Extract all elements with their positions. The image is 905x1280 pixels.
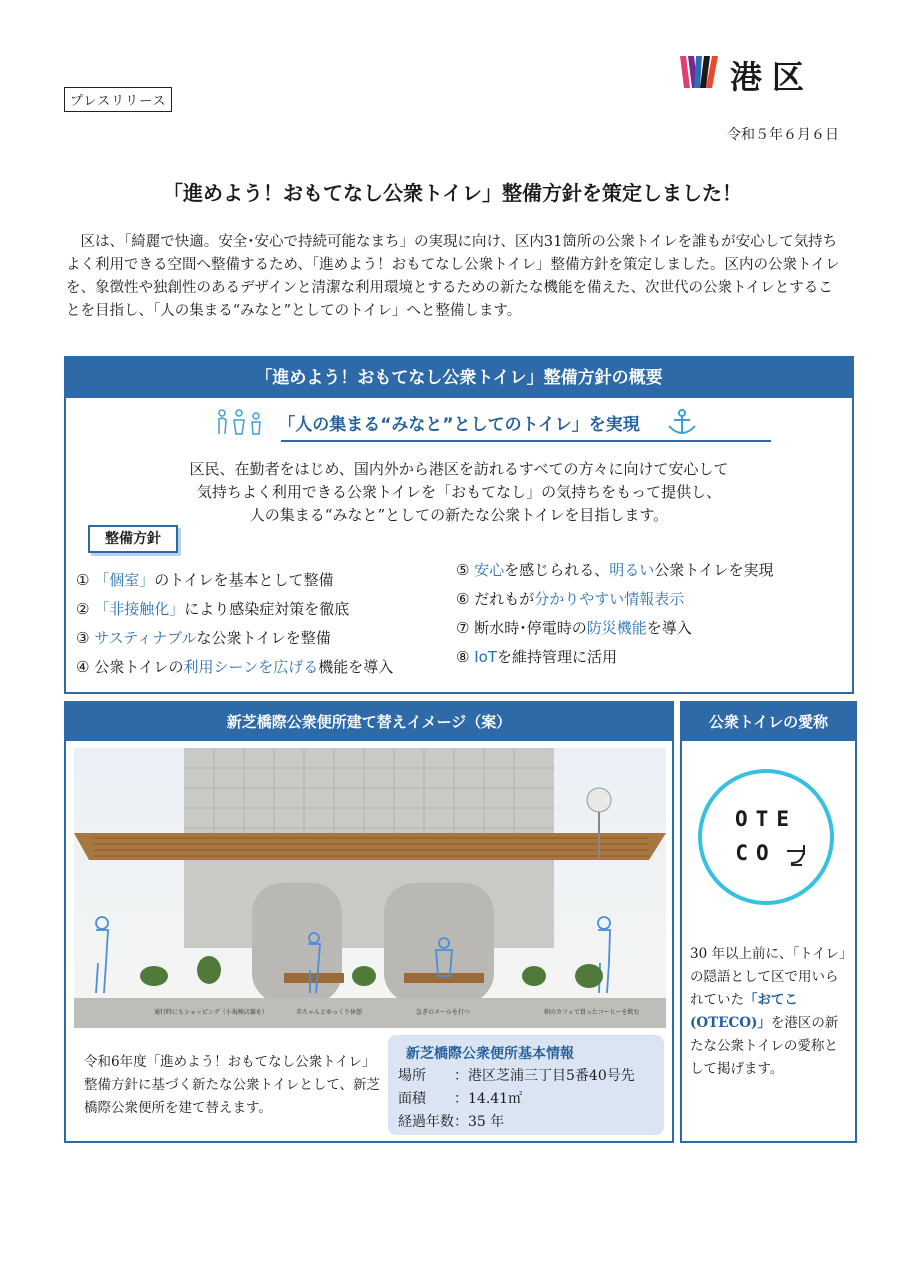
oteco-logo-line: OTE bbox=[735, 807, 797, 831]
rebuild-caption: 令和6年度「進めよう！おもてなし公衆トイレ」整備方針に基づく新たな公衆トイレとして、新芝橋際公衆便所を建て替えます。 bbox=[84, 1054, 381, 1116]
anchor-icon bbox=[664, 408, 700, 438]
description-line: 気持ちよく利用できる公衆トイレを「おもてなし」の気持ちをもって提供し、 bbox=[196, 483, 722, 501]
minato-city-logo bbox=[678, 52, 838, 96]
page-title: 「進めよう！おもてなし公衆トイレ」整備方針を策定しました！ bbox=[163, 181, 742, 205]
tagline: 「人の集まる“みなと”としてのトイレ」を実現 bbox=[278, 415, 640, 435]
image-label: 朝のカフェで買ったコーヒーを飲む bbox=[544, 1009, 640, 1016]
basic-info-card bbox=[388, 1035, 664, 1135]
rebuild-heading: 新芝橋際公衆便所建て替えイメージ（案） bbox=[66, 703, 672, 741]
press-release-label: プレスリリース bbox=[64, 87, 172, 112]
image-label: 急ぎのメールを打つ bbox=[416, 1009, 470, 1016]
release-date: 令和５年６月６日 bbox=[727, 127, 839, 143]
description-line: 人の集まる“みなと”としての新たな公衆トイレを目指します。 bbox=[249, 506, 669, 524]
nickname-description: 30 年以上前に、「トイレ」の隠語として区で用いられていた「おてこ(OTECO)」を港区の新たな公衆トイレの愛称として掲げます。 bbox=[690, 946, 846, 1077]
info-row-location: 場所 ：港区芝浦三丁目5番40号先 bbox=[398, 1068, 635, 1084]
rebuild-panel bbox=[64, 701, 674, 1143]
nickname-panel bbox=[680, 701, 857, 1143]
minato-emblem-icon bbox=[678, 52, 722, 92]
image-label: 通行時にもショッピング（小規模店舗を） bbox=[154, 1009, 268, 1016]
tagline-underline bbox=[281, 440, 771, 442]
policy-list-right bbox=[456, 556, 774, 672]
overview-description bbox=[66, 458, 852, 527]
org-name: 港区 bbox=[730, 58, 815, 96]
toilet-icon bbox=[784, 843, 810, 867]
policy-item: ⑥ だれもが分かりやすい情報表示 bbox=[456, 590, 685, 608]
description-line: 区民、在勤者をはじめ、国内外から港区を訪れるすべての方々に向けて安心して bbox=[189, 460, 729, 478]
oteco-logo-line: CO bbox=[735, 841, 777, 865]
info-title: 新芝橋際公衆便所基本情報 bbox=[406, 1046, 574, 1062]
policy-list-left bbox=[76, 566, 393, 682]
rebuild-rendering-image bbox=[74, 748, 666, 1028]
policy-item: ⑧ IoTを維持管理に活用 bbox=[456, 648, 618, 666]
intro-paragraph: 区は、「綺麗で快適。安全･安心で持続可能なまち」の実現に向け、区内31箇所の公衆トイレを誰もが安心して気持ちよく利用できる空間へ整備するため、「進めよう！おもてなし公衆トイレ」整備方針を策定しました。区内の公衆トイレを、象徴性や独創性のあるデザインと清潔な利用環境とするための新たな機能を備えた、次世代の公衆トイレとすることを目指し、「人の集まる“みなと”としてのトイレ」へと整備します。 bbox=[66, 234, 840, 319]
policy-label: 整備方針 bbox=[88, 525, 178, 553]
policy-item: ④ 公衆トイレの利用シーンを広げる機能を導入 bbox=[76, 658, 394, 676]
overview-heading: 「進めよう！おもてなし公衆トイレ」整備方針の概要 bbox=[66, 358, 852, 398]
policy-item: ③ サスティナブルな公衆トイレを整備 bbox=[76, 629, 331, 647]
image-label: 赤ちゃんとゆっくり休憩 bbox=[296, 1009, 362, 1016]
oteco-logo bbox=[698, 769, 834, 905]
overview-panel bbox=[64, 356, 854, 694]
policy-item: ⑤ 安心を感じられる、明るい公衆トイレを実現 bbox=[456, 561, 774, 579]
policy-item: ① 「個室」のトイレを基本として整備 bbox=[76, 571, 334, 589]
nickname-heading: 公衆トイレの愛称 bbox=[682, 703, 855, 741]
info-row-age: 経過年数：35 年 bbox=[398, 1114, 505, 1130]
policy-item: ⑦ 断水時･停電時の防災機能を導入 bbox=[456, 619, 692, 637]
info-row-area: 面積 ：14.41㎡ bbox=[398, 1091, 523, 1107]
policy-item: ② 「非接触化」により感染症対策を徹底 bbox=[76, 600, 350, 618]
